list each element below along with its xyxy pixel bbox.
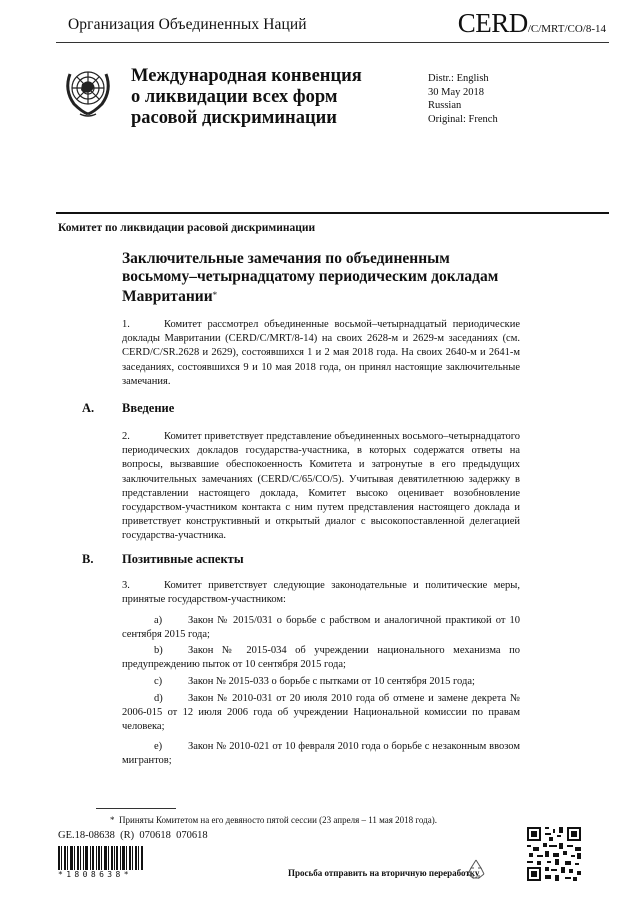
footnote (110, 815, 437, 825)
paragraph-2 (122, 430, 520, 544)
barcode-icon (58, 846, 144, 870)
paragraph-1 (122, 318, 520, 389)
list-item-label: d) (154, 693, 163, 704)
paragraph-number: 3. (122, 580, 130, 591)
convention-title (131, 66, 362, 129)
section-letter: A. (82, 401, 95, 415)
document-number: GE.18-08638 (R) 070618 070618 (58, 830, 208, 841)
section-title: Позитивные аспекты (122, 552, 244, 566)
distribution-info (428, 72, 498, 126)
barcode-number: *1808638* (58, 870, 132, 879)
list-item-label: c) (154, 676, 163, 687)
list-item (122, 740, 520, 768)
report-title (122, 250, 542, 306)
symbol-suffix: /C/MRT/CO/8-14 (527, 23, 606, 35)
convention-title-line: расовой дискриминации (131, 108, 337, 128)
footnote-marker: * (110, 815, 115, 825)
list-item (122, 614, 520, 642)
section-title: Введение (122, 401, 175, 415)
list-item (122, 675, 520, 689)
qr-code-icon[interactable] (525, 825, 583, 883)
distr-label: Distr.: English (428, 73, 489, 84)
list-item-text: Закон № 2010-021 от 10 февраля 2010 года о борьбе с незаконным ввозом мигрантов; (122, 741, 520, 767)
document-symbol (458, 8, 606, 39)
list-item-text: Закон № 2015/031 о борьбе с рабством и аналогичной практикой от 10 сентября 2015 года; (122, 615, 520, 641)
list-item-label: e) (154, 741, 163, 752)
paragraph-text: Комитет приветствует следующие законодательные и политические меры, принятые государством-участником: (122, 580, 520, 606)
recycle-notice: Просьба отправить на вторичную переработку (288, 868, 480, 878)
section-letter: B. (82, 552, 94, 566)
section-heading-b (82, 552, 244, 567)
footnote-text: Приняты Комитетом на его девяносто пятой сессии (23 апреля – 11 мая 2018 года). (119, 815, 437, 825)
paragraph-text: Комитет приветствует представление объединенных восьмого–четырнадцатого периодических докладов государства-участника, в которых содержатся ответы на вопросы, вызвавшие обеспокоенность Комитета и затронутые в его предыдущих заключительных замечаниях (CERD/C/65/CO/5). Учитывая девятилетнюю задержку в представлении настоящего доклада, Комитет высоко оценивает возобновление государством-участником контакта с ним путем представления настоящего доклада и приветствует конструктивный и открытый диалог с высокопоставленной делегацией государства-участника. (122, 431, 520, 542)
footnote-marker[interactable]: * (212, 290, 218, 300)
convention-title-line: о ликвидации всех форм (131, 87, 338, 107)
header-divider (56, 42, 609, 43)
list-item-text: Закон № 2010-031 от 20 июля 2010 года об отмене и замене декрета № 2006-015 от 12 июля 2006 года об учреждении Национальной комиссии по правам человека; (122, 693, 520, 733)
un-emblem-icon (62, 62, 114, 120)
document-language: Russian (428, 100, 462, 111)
original-language: Original: French (428, 113, 498, 125)
committee-divider (56, 212, 609, 214)
committee-name: Комитет по ликвидации расовой дискриминации (58, 222, 316, 234)
footnote-divider (96, 808, 176, 809)
symbol-main: CERD (457, 8, 528, 38)
list-item-text: Закон № 2015-033 о борьбе с пытками от 10 сентября 2015 года; (188, 676, 475, 687)
document-date: 30 May 2018 (428, 86, 484, 98)
list-item-label: b) (154, 645, 163, 656)
list-item-text: Закон № 2015-034 об учреждении национального механизма по предупреждению пыток от 10 сентября 2015 года; (122, 645, 520, 671)
section-heading-a (82, 401, 174, 416)
report-title-line: восьмому–четырнадцатому периодическим докладам (122, 268, 499, 285)
list-item-label: a) (154, 615, 163, 626)
list-item (122, 644, 520, 672)
paragraph-3 (122, 579, 520, 607)
list-item (122, 692, 520, 735)
convention-title-line: Международная конвенция (131, 66, 362, 86)
recycle-icon (465, 858, 487, 880)
organization-name: Организация Объединенных Наций (68, 16, 307, 33)
paragraph-number: 2. (122, 431, 130, 442)
paragraph-number: 1. (122, 319, 130, 330)
paragraph-text: Комитет рассмотрел объединенные восьмой–четырнадцатый периодические доклады Мавритании (CERD/C/MRT/8-14) на своих 2628-м и 2629-м заседаниях (см. CERD/C/SR.2628 и 2629), состоявшихся 1 и 2 мая 2018 года. На своих 2640-м и 2641-м заседаниях, состоявшихся 9 и 10 мая 2018 года, он принял настоящие заключительные замечания. (122, 319, 520, 387)
report-title-line: Заключительные замечания по объединенным (122, 250, 450, 267)
report-title-line: Мавритании (122, 288, 213, 305)
